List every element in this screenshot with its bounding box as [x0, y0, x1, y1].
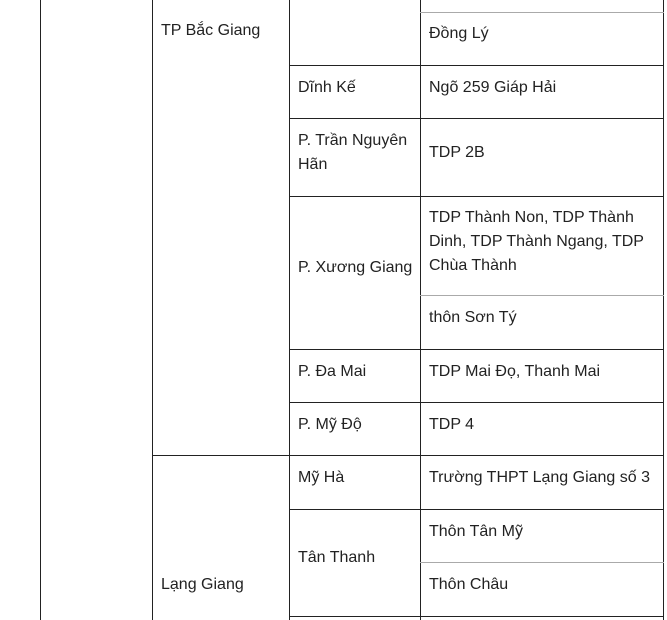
col-border — [289, 0, 290, 620]
location-cell: thôn Sơn Tý — [429, 309, 517, 326]
commune-cell: P. Mỹ Độ — [298, 416, 362, 433]
location-cell: TDP Mai Đọ, Thanh Mai — [429, 363, 601, 380]
location-cell: Đồng Lý — [429, 25, 489, 42]
col-border — [420, 0, 421, 620]
location-cell: TDP 2B — [429, 144, 485, 161]
district-cell: TP Bắc Giang — [161, 22, 261, 39]
location-cell: TDP Thành Non, TDP Thành Dinh, TDP Thành Ngang, TDP Chùa Thành — [429, 209, 644, 274]
location-cell: Thôn Châu — [429, 576, 509, 593]
row-border — [289, 65, 664, 66]
commune-cell: Tân Thanh — [298, 549, 376, 566]
commune-cell: Mỹ Hà — [298, 469, 345, 486]
commune-cell: P. Xương Giang — [298, 259, 413, 276]
commune-cell: P. Đa Mai — [298, 363, 367, 380]
location-cell: Thôn Tân Mỹ — [429, 523, 523, 540]
district-cell: Lạng Giang — [161, 576, 244, 593]
location-cell: TDP 4 — [429, 416, 475, 433]
col-border — [152, 0, 153, 620]
row-border — [289, 509, 664, 510]
row-border — [152, 455, 664, 456]
col-border — [40, 0, 41, 620]
row-border — [289, 196, 664, 197]
row-border — [289, 402, 664, 403]
location-cell: Ngõ 259 Giáp Hải — [429, 79, 557, 96]
row-border — [420, 562, 664, 563]
location-cell: Trường THPT Lạng Giang số 3 — [429, 469, 651, 486]
row-border — [420, 295, 664, 296]
row-border — [289, 349, 664, 350]
row-border — [420, 12, 664, 13]
commune-cell: Dĩnh Kế — [298, 79, 356, 96]
row-border — [289, 616, 664, 617]
col-border — [663, 0, 664, 620]
commune-cell: P. Trần Nguyên Hãn — [298, 132, 408, 173]
row-border — [289, 118, 664, 119]
